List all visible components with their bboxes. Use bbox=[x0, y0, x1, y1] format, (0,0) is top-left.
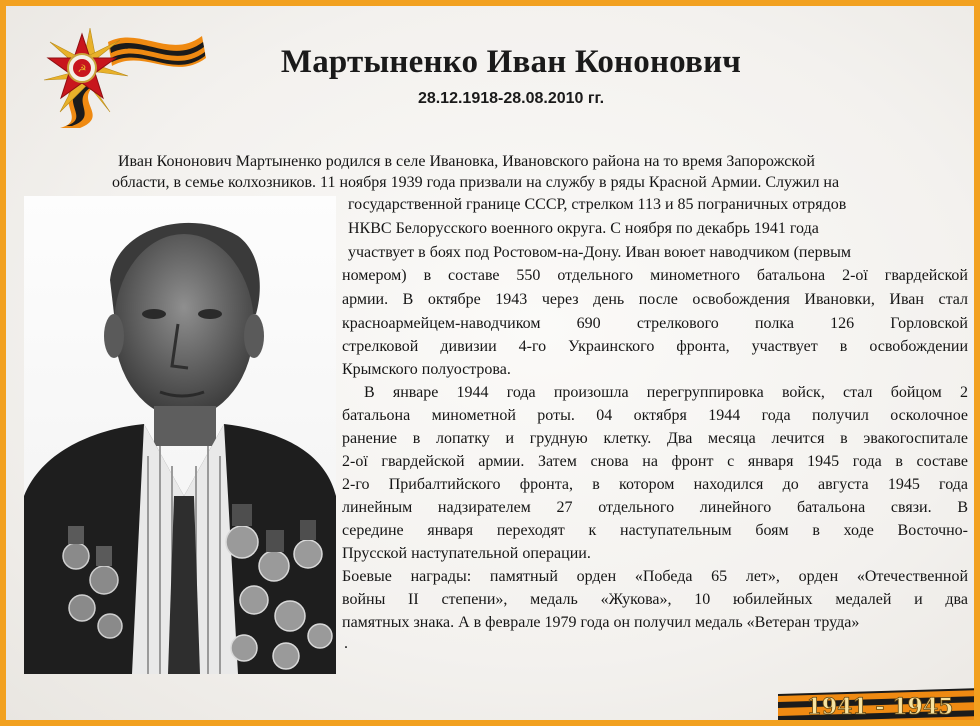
bio-line-12: батальона минометной роты. 04 октября 1944 года получил осколочное bbox=[342, 407, 968, 424]
bio-line-22: . bbox=[344, 635, 348, 652]
bio-line-6: номером) в составе 550 отдельного минометного батальона 2-ої гвардейской bbox=[342, 267, 968, 284]
bio-line-15: 2-го Прибалтийского фронта, в котором находился до августа 1945 года bbox=[342, 476, 968, 493]
bio-line-11: В январе 1944 года произошла перегруппировка войск, стал бойцом 2 bbox=[364, 384, 968, 401]
bio-line-18: Прусской наступательной операции. bbox=[342, 545, 591, 562]
bio-line-14: 2-ої гвардейской армии. Затем снова на фронт с января 1945 года в составе bbox=[342, 453, 968, 470]
st-george-ribbon-icon bbox=[778, 684, 980, 726]
bio-line-13: ранение в лопатку и грудную клетку. Два месяца лечится в эвакогоспитале bbox=[342, 430, 968, 447]
life-dates: 28.12.1918-28.08.2010 гг. bbox=[417, 90, 605, 107]
bio-line-7: армии. В октябре 1943 через день после освобождения Ивановки, Иван стал bbox=[342, 291, 968, 308]
banner-years: 1941 - 1945 bbox=[806, 694, 954, 720]
bio-line-17: середине января переходят к наступательным боям в ходе Восточно- bbox=[342, 522, 968, 539]
bio-line-2: области, в семье колхозников. 11 ноября 1939 года призвали на службу в ряды Красной Армии. Служил на bbox=[112, 174, 840, 191]
bio-line-19: Боевые награды: памятный орден «Победа 65 лет», орден «Отечественной bbox=[342, 568, 968, 585]
bio-line-3: государственной границе СССР, стрелком 113 и 85 пограничных отрядов bbox=[348, 196, 847, 213]
bio-line-5: участвует в боях под Ростовом-на-Дону. Иван воюет наводчиком (первым bbox=[348, 244, 852, 261]
bio-line-8: красноармейцем-наводчиком 690 стрелкового полка 126 Горловской bbox=[342, 315, 968, 332]
veteran-portrait-photo bbox=[24, 196, 336, 674]
bio-line-1: Иван Кононович Мартыненко родился в селе Ивановка, Ивановского района на то время Запорожской bbox=[118, 153, 815, 170]
bio-line-10: Крымского полуострова. bbox=[342, 361, 511, 378]
portrait-illustration bbox=[24, 196, 336, 674]
bio-line-16: линейным надзирателем 27 отдельного линейного батальона связи. В bbox=[342, 499, 968, 516]
svg-text:☭: ☭ bbox=[77, 64, 87, 75]
bio-line-20: войны II степени», медаль «Жукова», 10 юбилейных медалей и два bbox=[342, 591, 968, 608]
bio-line-21: памятных знака. А в феврале 1979 года он получил медаль «Ветеран труда» bbox=[342, 614, 860, 631]
page-title: Мартыненко Иван Кононович bbox=[280, 44, 742, 80]
bio-line-9: стрелковой дивизии 4-го Украинского фронта, участвует в освобождении bbox=[342, 338, 968, 355]
bio-line-4: НКВС Белорусского военного округа. С ноября по декабрь 1941 года bbox=[348, 220, 819, 237]
